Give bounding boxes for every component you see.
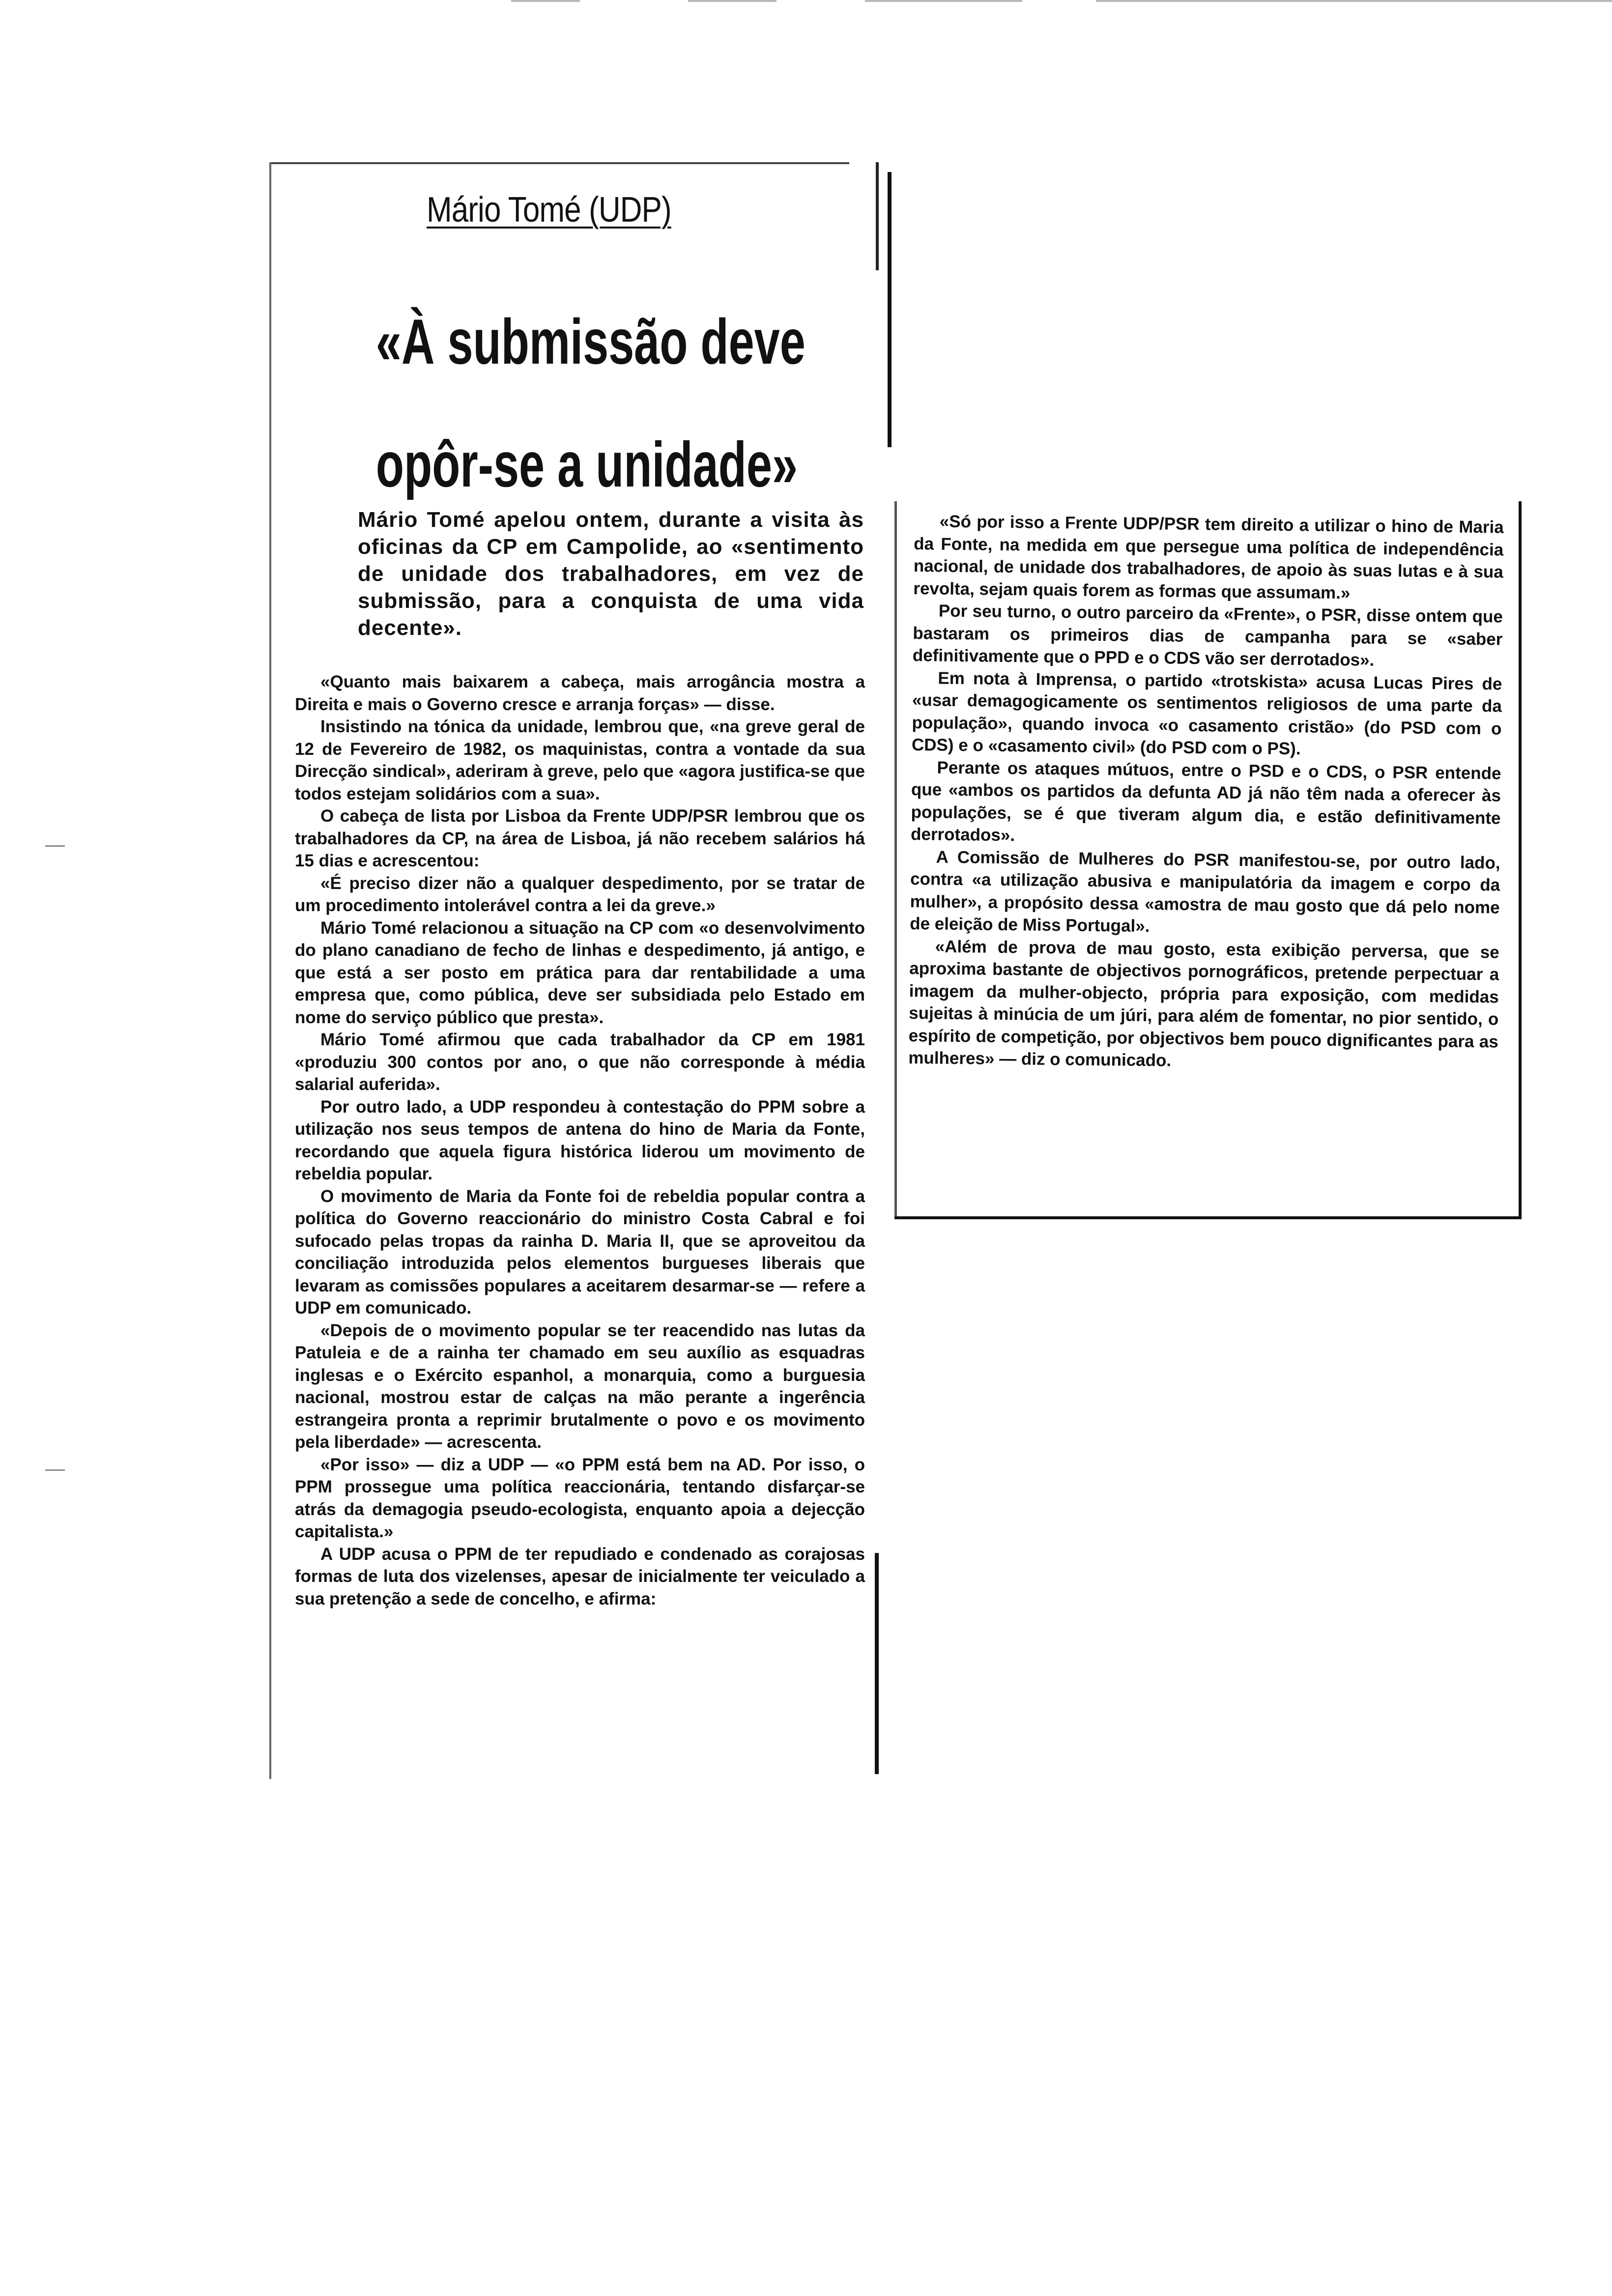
body-paragraph: Insistindo na tónica da unidade, lembrou que, «na greve geral de 12 de Fevereiro de 1982, os maquinistas, contra a vontade da sua Direcção sindical», aderiram à greve, pelo que «agora justifica-se que todos estejam solidários com a sua». <box>295 717 865 804</box>
article-body-left <box>295 671 865 1610</box>
article-kicker: Mário Tomé (UDP) <box>427 190 671 230</box>
clipping-border <box>269 162 849 164</box>
article-clipping-main <box>269 162 884 1779</box>
body-paragraph: Mário Tomé relacionou a situação na CP com «o desenvolvimento do plano canadiano de fecho de linhas e despedimento, já antigo, e que está a ser posto em prática para dar rentabilidade a uma empresa que, como pública, deve ser subsidiada pelo Estado em nome do serviço público que presta». <box>295 918 865 1027</box>
scan-edge-line <box>865 0 1022 2</box>
body-paragraph: O cabeça de lista por Lisboa da Frente UDP/PSR lembrou que os trabalhadores da CP, na área de Lisboa, já não recebem salários há 15 dias e acrescentou: <box>295 806 865 870</box>
headline-line-2: opôr-se a unidade» <box>375 429 798 500</box>
body-paragraph: «Além de prova de mau gosto, esta exibição perversa, que se aproxima bastante de objectivos pornográficos, pretende perpectuar a imagem da mulher-objecto, própria para exposição, com medidas sujeitas à minúcia de um júri, para além de fomentar, no pior sentido, o espírito de competição, por objectivos bem pouco dignificantes para as mulheres» — diz o comunicado. <box>908 936 1499 1070</box>
body-paragraph: A UDP acusa o PPM de ter repudiado e condenado as corajosas formas de luta dos vizelenses, apesar de inicialmente ter veiculado a sua pretenção a sede de concelho, e afirma: <box>295 1544 865 1608</box>
clipping-border <box>876 162 879 270</box>
article-clipping-continuation <box>894 501 1522 1219</box>
body-paragraph: «Só por isso a Frente UDP/PSR tem direito a utilizar o hino de Maria da Fonte, na medida em que persegue uma política de independência nacional, de unidade dos trabalhadores, de apoio às suas lutas e à sua revolta, sejam quais forem as formas que assumam.» <box>913 512 1504 603</box>
margin-mark <box>45 845 65 847</box>
clipping-border <box>894 501 897 1216</box>
body-paragraph: «É preciso dizer não a qualquer despedimento, por se tratar de um procedimento intolerável contra a lei da greve.» <box>295 873 865 915</box>
column-rule <box>875 1553 879 1774</box>
headline-line-1: «À submissão deve <box>375 306 806 377</box>
scan-edge-line <box>1096 0 1612 2</box>
body-paragraph: Por seu turno, o outro parceiro da «Frente», o PSR, disse ontem que bastaram os primeiros dias de campanha para se «saber definitivamente que o PPD e o CDS vão ser derrotados». <box>912 601 1503 670</box>
lead-paragraph: Mário Tomé apelou ontem, durante a visita às oficinas da CP em Campolide, ao «sentimento de unidade dos trabalhadores, em vez de submissão, para a conquista de uma vida decente». <box>358 508 864 640</box>
body-paragraph: A Comissão de Mulheres do PSR manifestou-se, por outro lado, contra «a utilização abusiva e manipulatória da imagem e corpo da mulher», a propósito dessa «amostra de mau gosto que dá pelo nome de eleição de Miss Portugal». <box>909 847 1500 936</box>
column-rule <box>888 172 892 447</box>
body-paragraph: Em nota à Imprensa, o partido «trotskista» acusa Lucas Pires de «usar demagogicamente os sentimentos religiosos de uma parte da população», quando invoca «o casamento cristão» (do PSD com o CDS) e o «casamento civil» (do PSD com o PS). <box>911 668 1502 759</box>
margin-mark <box>45 1469 65 1471</box>
clipping-border <box>269 162 271 1779</box>
headline <box>375 280 806 526</box>
body-paragraph: Mário Tomé afirmou que cada trabalhador da CP em 1981 «produziu 300 contos por ano, o que não corresponde à média salarial auferida». <box>295 1030 865 1094</box>
scan-edge-line <box>511 0 580 2</box>
body-paragraph: «Por isso» — diz a UDP — «o PPM está bem na AD. Por isso, o PPM prossegue uma política reaccionária, tentando disfarçar-se atrás da demagogia pseudo-ecologista, enquanto apoia a dejecção capitalista.» <box>295 1455 865 1541</box>
body-paragraph: «Depois de o movimento popular se ter reacendido nas lutas da Patuleia e de a rainha ter chamado em seu auxílio as esquadras inglesas e o Exército espanhol, a monarquia, como a burguesia nacional, mostrou estar de calças na mão perante a ingerência estrangeira pronta a reprimir brutalmente o povo e os movimento pela liberdade» — acrescenta. <box>295 1320 865 1452</box>
article-body-right <box>908 510 1504 1075</box>
scan-edge-line <box>688 0 777 2</box>
body-paragraph: «Quanto mais baixarem a cabeça, mais arrogância mostra a Direita e mais o Governo cresce e arranja forças» — disse. <box>295 672 865 714</box>
body-paragraph: Perante os ataques mútuos, entre o PSD e o CDS, o PSR entende que «ambos os partidos da defunta AD já não têm nada a oferecer às populações, se é que tiveram algum dia, e estão definitivamente derrotados». <box>910 758 1501 845</box>
body-paragraph: O movimento de Maria da Fonte foi de rebeldia popular contra a política do Governo reaccionário do ministro Costa Cabral e foi sufocado pelas tropas da rainha D. Maria II, que se aproveitou da conciliação introduzida pelos elementos burgueses liberais que levaram as comissões populares a aceitarem desarmar-se — refere a UDP em comunicado. <box>295 1186 865 1318</box>
body-paragraph: Por outro lado, a UDP respondeu à contestação do PPM sobre a utilização nos seus tempos de antena do hino de Maria da Fonte, recordando que aquela figura histórica liderou um movimento de rebeldia popular. <box>295 1097 865 1183</box>
